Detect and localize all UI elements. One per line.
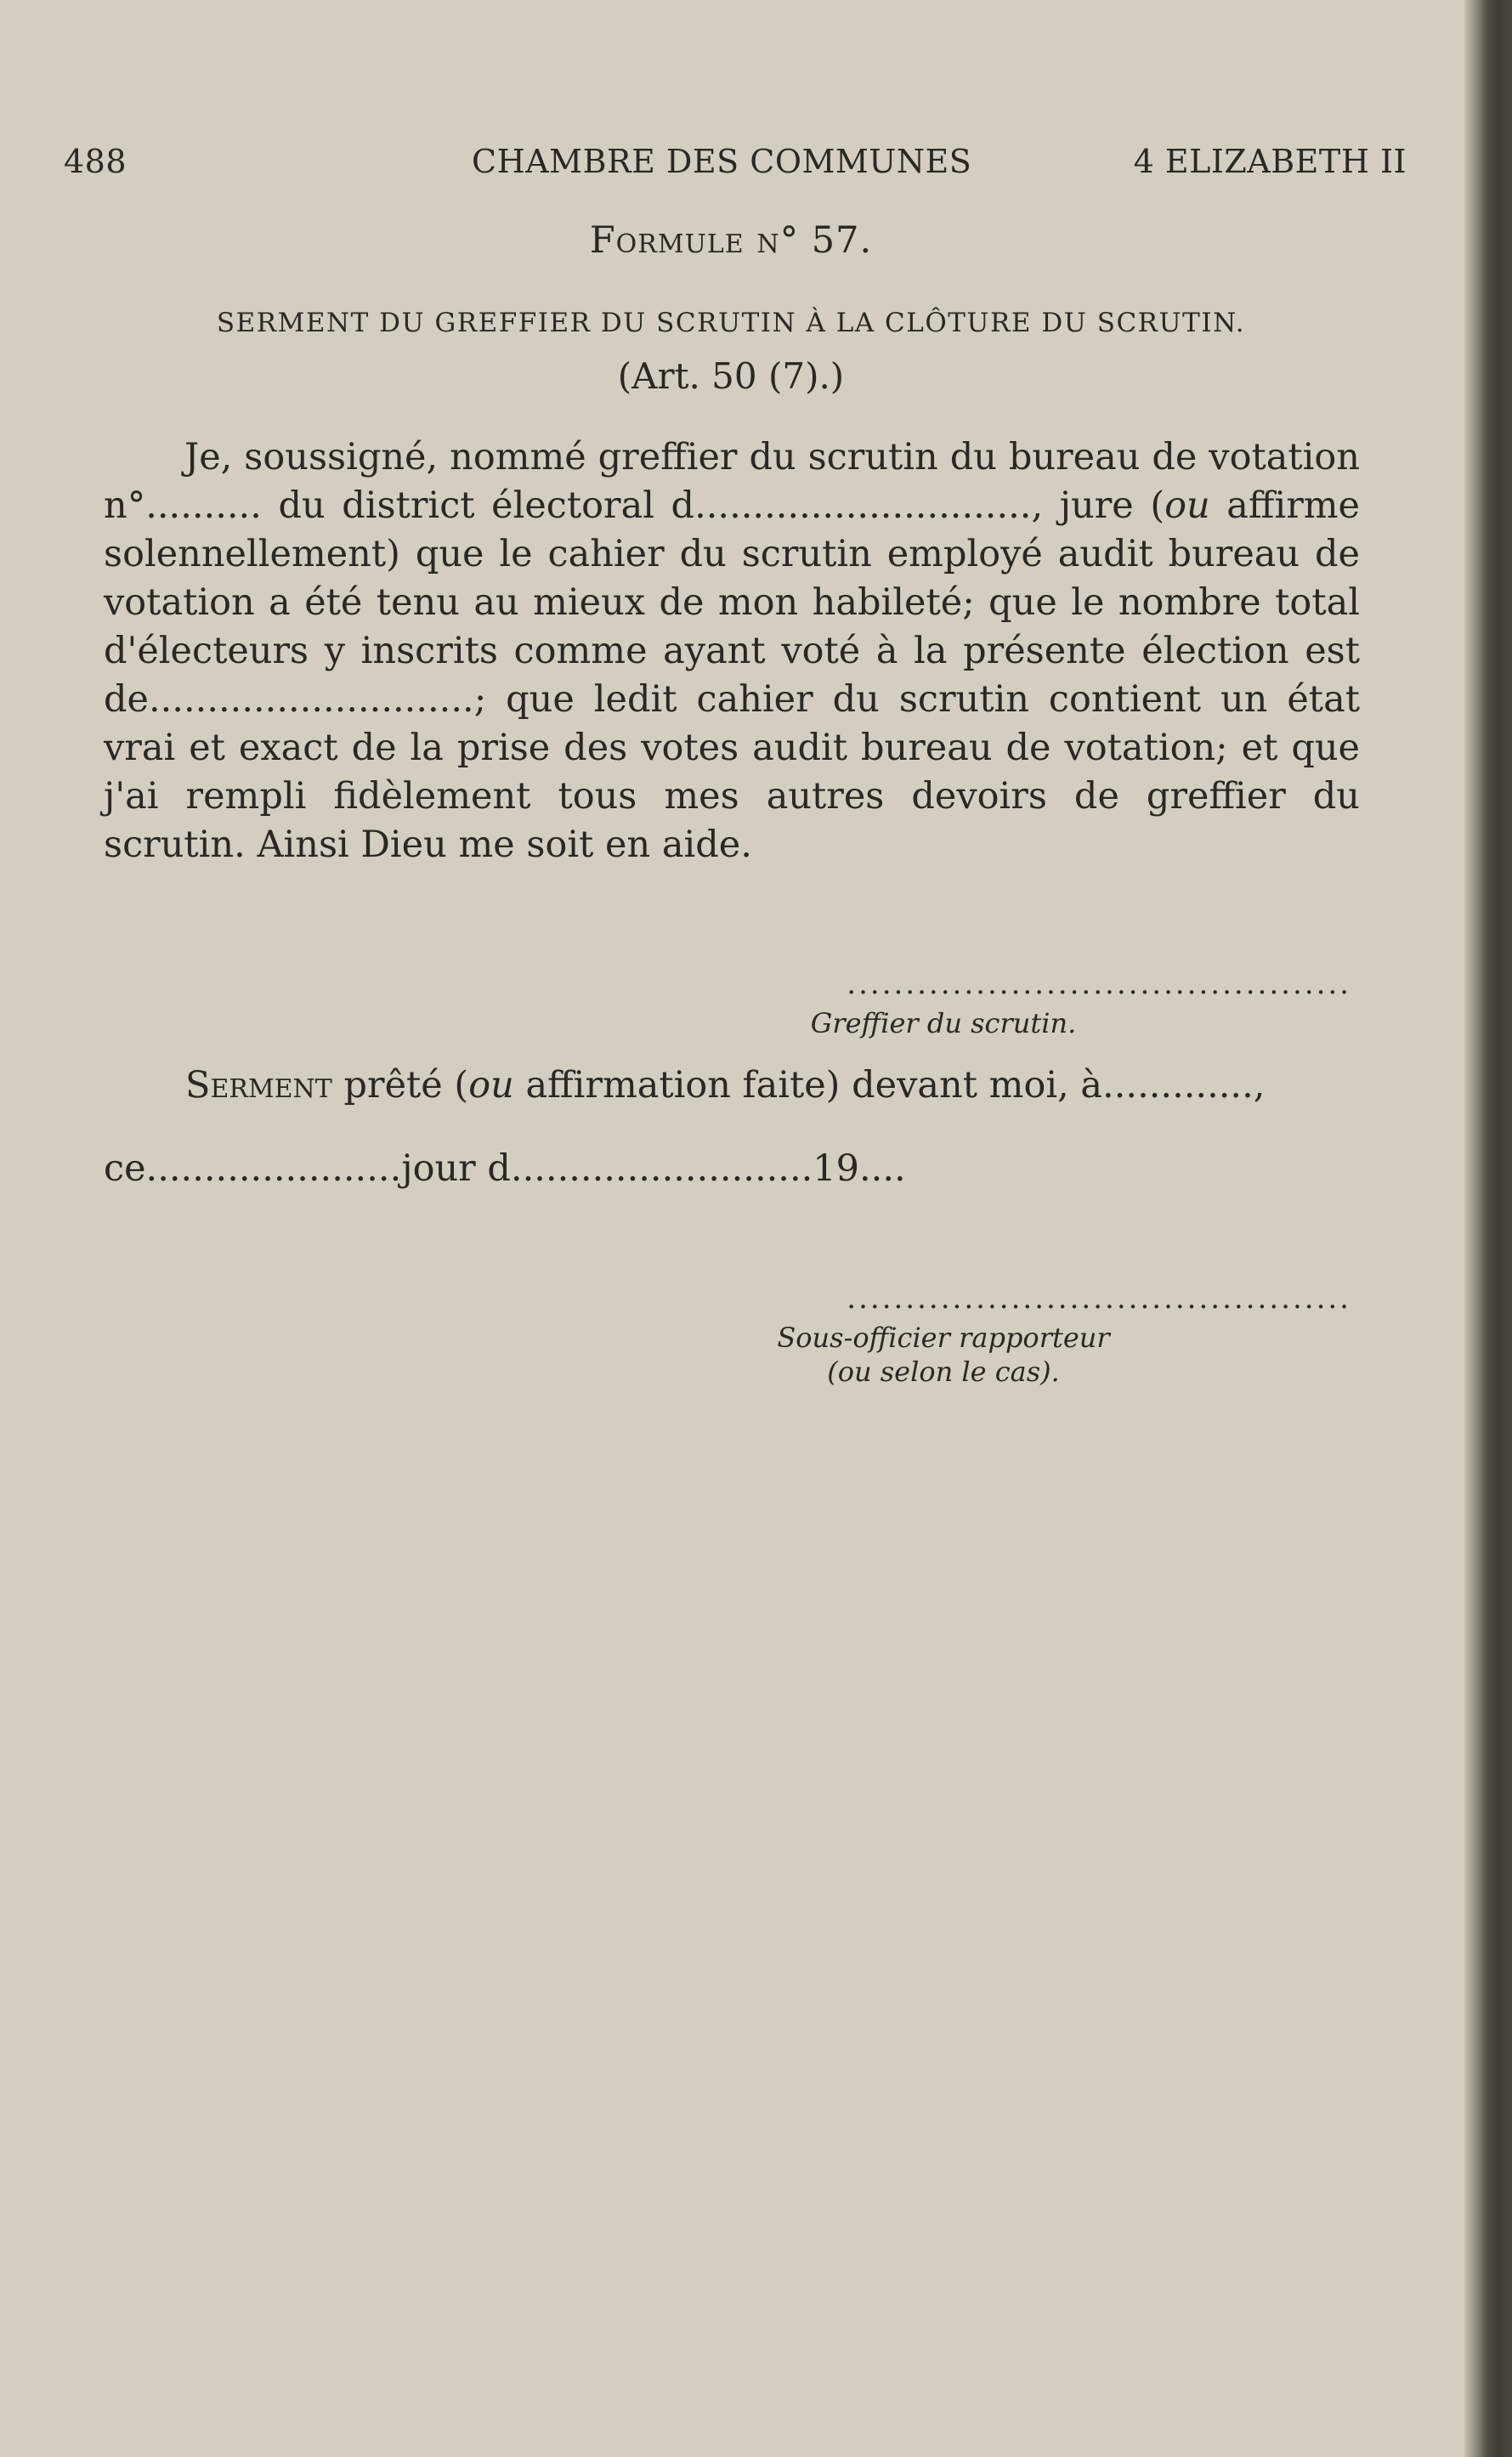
oath-paragraph xyxy=(104,433,1360,869)
officer-caption-line2: (ou selon le cas). xyxy=(827,1356,1060,1388)
date-line: ce......................jour d..........................19.... xyxy=(104,1147,906,1190)
serment-ou-word: ou xyxy=(468,1064,514,1107)
form-title: SERMENT DU GREFFIER DU SCRUTIN À LA CLÔTURE DU SCRUTIN. xyxy=(216,308,1246,338)
oath-ou-word: ou xyxy=(1164,484,1210,527)
header-right-title: 4 ELIZABETH II xyxy=(1133,143,1407,180)
officer-signature-line: ........................................... xyxy=(847,1282,1351,1316)
officer-caption-line1: Sous-officier rapporteur xyxy=(777,1322,1110,1354)
oath-text-start: Je, soussigné, nommé greffier du scrutin du bureau de votation n°.......... du district électoral d............................., jure ( xyxy=(104,436,1360,527)
serment-prete-line xyxy=(185,1064,1360,1107)
greffier-signature-line: ........................................... xyxy=(847,967,1351,1001)
greffier-signature-block xyxy=(535,967,1351,1040)
serment-word: Serment xyxy=(185,1064,332,1107)
serment-text-a: prêté ( xyxy=(331,1064,469,1107)
page-number: 488 xyxy=(64,143,127,180)
oath-text-end: affirme solennellement) que le cahier du scrutin employé audit bureau de votation a été tenu au mieux de mon habileté; que le nombre total d'électeurs y inscrits comme ayant voté à la présente élection est de............................; que ledit cahier du scrutin contient un état vrai et exact de la prise des votes audit bureau de votation; et que j'ai rempli fidèlement tous mes autres devoirs de greffier du scrutin. Ainsi Dieu me soit en aide. xyxy=(104,484,1360,866)
officer-signature-block xyxy=(535,1282,1351,1389)
greffier-signature-caption: Greffier du scrutin. xyxy=(810,1007,1077,1039)
serment-text-b: affirmation faite) devant moi, à............., xyxy=(513,1064,1266,1107)
header-center-title: CHAMBRE DES COMMUNES xyxy=(472,143,972,180)
article-reference: (Art. 50 (7).) xyxy=(617,355,845,397)
form-number: Formule n° 57. xyxy=(589,219,873,262)
book-spine-shadow xyxy=(1464,0,1512,2457)
running-header xyxy=(64,143,1407,185)
